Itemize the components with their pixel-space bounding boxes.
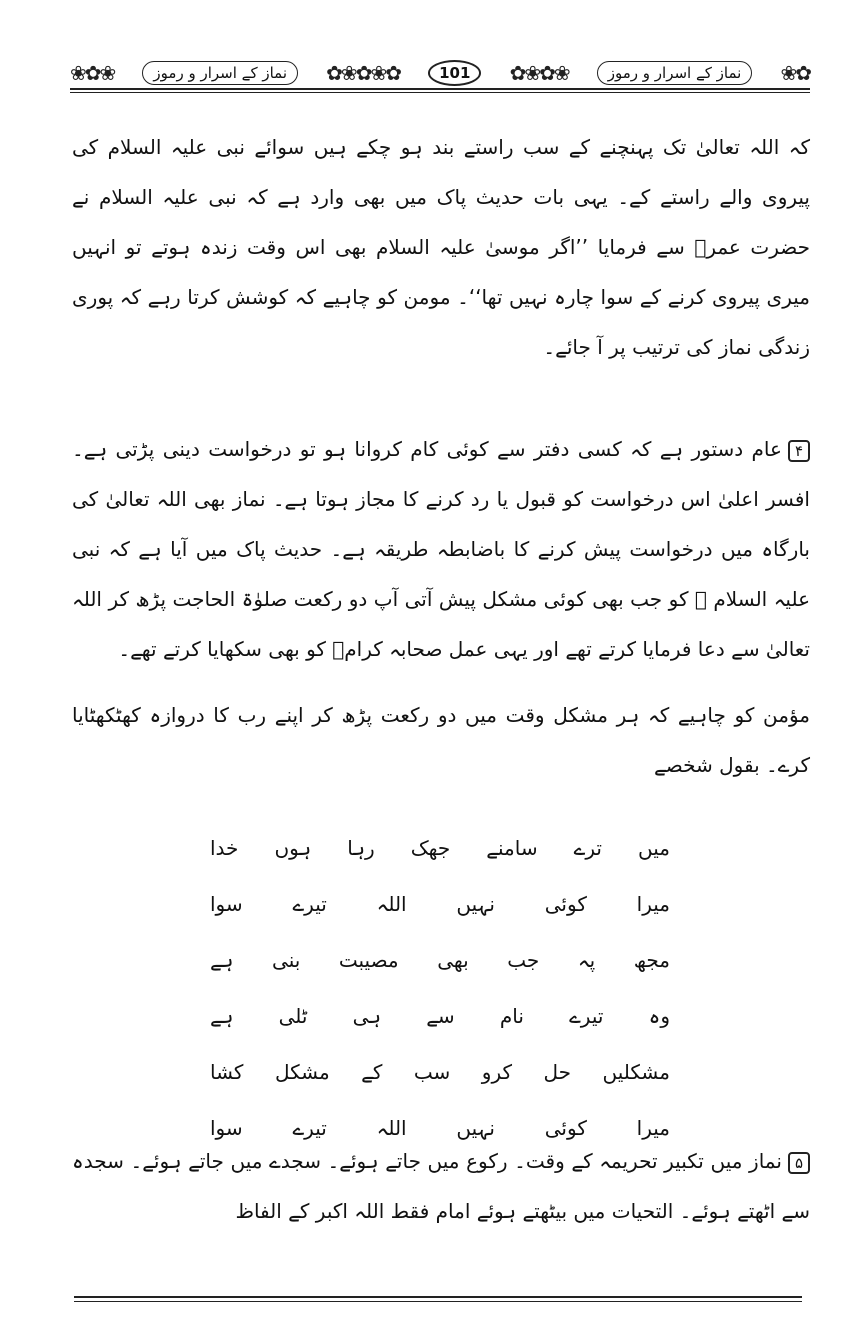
poem-verse: مشکلیں حل کرو سب کے مشکل کشا [210,1060,670,1084]
point-5-text: نماز میں تکبیر تحریمہ کے وقت۔ رکوع میں جاتے ہوئے۔ سجدے میں جاتے ہوئے۔ سجدہ سے اٹھتے ہوئے۔ التحیات میں بیٹھتے ہوئے امام فقط اللہ اکبر کے الفاظ [72,1149,810,1223]
footer-rule-thick [74,1296,802,1298]
header-title-left: نماز کے اسرار و رموز [142,61,298,85]
point-4-paragraph [72,424,810,674]
point-5-number-badge: ۵ [788,1152,810,1174]
point-5-paragraph [72,1136,810,1236]
poem-verse: مجھ پہ جب بھی مصیبت بنی ہے [210,948,670,972]
poem-verse: میرا کوئی نہیں اللہ تیرے سوا [210,1116,670,1140]
poem-verse: میں ترے سامنے جھک رہا ہوں خدا [210,836,670,860]
header-title-right: نماز کے اسرار و رموز [597,61,753,85]
intro-paragraph: کہ اللہ تعالیٰ تک پہنچنے کے سب راستے بند ہو چکے ہیں سوائے نبی علیہ السلام کی پیروی والے راستے کے۔ یہی بات حدیث پاک میں بھی وارد ہے کہ نبی علیہ السلام نے حضرت عمرؓ سے فرمایا ’’اگر موسیٰ علیہ السلام بھی اس وقت زندہ ہوتے تو انہیں میری پیروی کرنے کے سوا چارہ نہیں تھا‘‘۔ مومن کو چاہیے کہ کوشش کرتا رہے کہ پوری زندگی نماز کی ترتیب پر آ جائے۔ [72,135,810,359]
poem-verse: وہ تیرے نام سے ہی ٹلی ہے [210,1004,670,1028]
ornament-right-icon: ❀✿ [780,61,810,85]
header-rule-thick [70,88,810,90]
page-header [70,52,810,94]
ornament-center-left-icon: ✿❀✿❀✿ [326,61,400,85]
point-4-text: عام دستور ہے کہ کسی دفتر سے کوئی کام کروانا ہو تو درخواست دینی پڑتی ہے۔ افسر اعلیٰ اس درخواست کو قبول یا رد کرنے کا مجاز ہوتا ہے۔ نماز بھی اللہ تعالیٰ کی بارگاہ میں درخواست پیش کرنے کا باضابطہ طریقہ ہے۔ حدیث پاک میں آیا ہے کہ نبی علیہ السلام ﷺ کو جب بھی کوئی مشکل پیش آتی آپ دو رکعت صلوٰۃ الحاجت پڑھ کر اللہ تعالیٰ سے دعا فرمایا کرتے تھے اور یہی عمل صحابہ کرامؓ کو بھی سکھایا کرتے تھے۔ [72,437,810,661]
advice-paragraph: مؤمن کو چاہیے کہ ہر مشکل وقت میں دو رکعت پڑھ کر اپنے رب کا دروازہ کھٹکھٹایا کرے۔ بقول شخصے [72,703,810,777]
poem-block [210,820,670,1156]
header-rule-thin [70,92,810,93]
header-band [70,58,810,88]
point-4-number-badge: ۴ [788,440,810,462]
footer-rule-thin [74,1301,802,1302]
poem-verse: میرا کوئی نہیں اللہ تیرے سوا [210,892,670,916]
ornament-left-icon: ❀✿❀ [70,61,115,85]
page-number: 101 [428,60,481,86]
ornament-center-right-icon: ✿❀✿❀ [509,61,569,85]
